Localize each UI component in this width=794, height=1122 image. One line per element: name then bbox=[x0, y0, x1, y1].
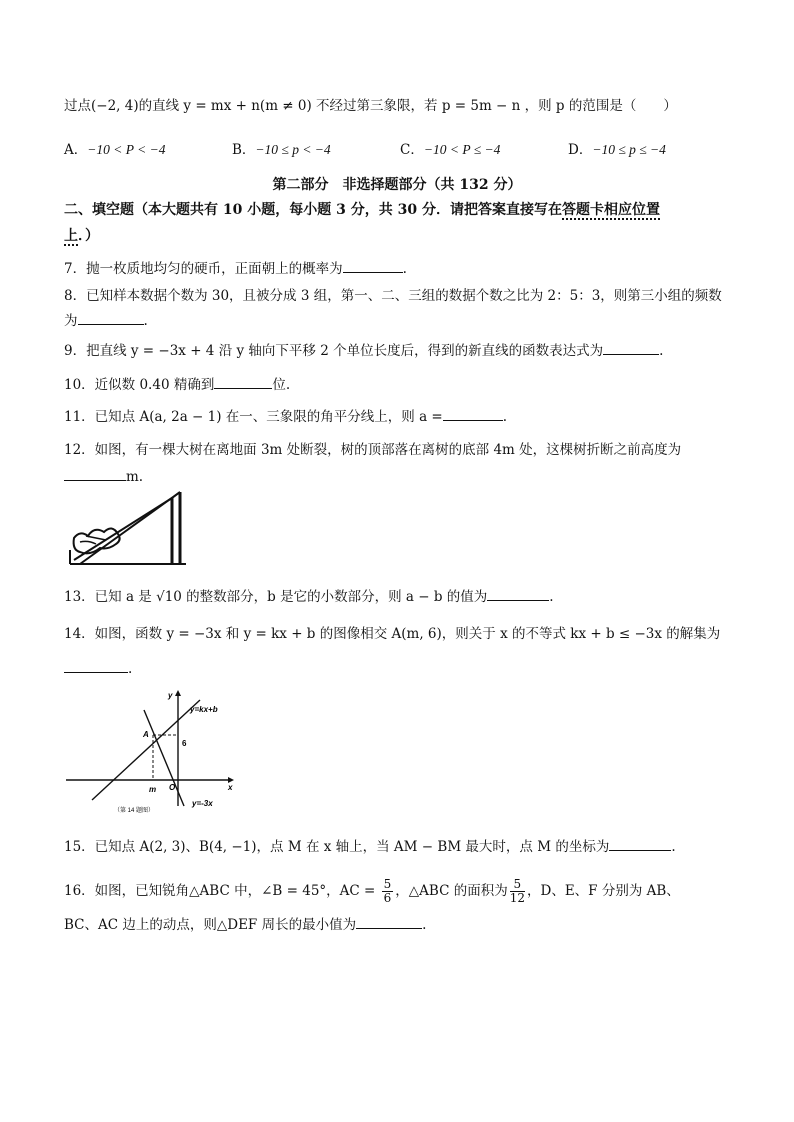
question-15 bbox=[64, 836, 734, 857]
option-c-value: −10 < P ≤ −4 bbox=[423, 142, 501, 157]
answer-blank-13[interactable] bbox=[487, 586, 549, 601]
question-12-line2 bbox=[64, 466, 734, 487]
option-c-label: C． bbox=[400, 142, 424, 158]
question-14-line2 bbox=[64, 658, 734, 679]
label-m: m bbox=[149, 785, 157, 794]
question-14-end: . bbox=[128, 661, 133, 677]
question-7-text: 7．抛一枚质地均匀的硬币，正面朝上的概率为 bbox=[64, 261, 343, 277]
option-b-label: B． bbox=[232, 142, 256, 158]
question-7 bbox=[64, 258, 734, 279]
part2-heading-emphasis-2: 上 bbox=[64, 228, 78, 244]
answer-blank-12[interactable] bbox=[64, 466, 126, 481]
question-13-end: . bbox=[549, 589, 554, 605]
question-7-end: . bbox=[402, 261, 407, 277]
question-10-end: 位. bbox=[272, 377, 291, 393]
option-d[interactable] bbox=[568, 138, 666, 158]
question-9 bbox=[64, 340, 734, 361]
label-minus-3x: y=-3x bbox=[192, 799, 213, 808]
figure-14-caption: （第 14 题图） bbox=[114, 808, 155, 814]
part2-heading-text: 二、填空题（本大题共有 10 小题，每小题 3 分，共 30 分．请把答案直接写在 bbox=[64, 202, 562, 218]
label-x-axis: x bbox=[228, 783, 233, 792]
fraction-area-numerator: 5 bbox=[510, 878, 525, 892]
fraction-ac-numerator: 5 bbox=[383, 877, 392, 891]
option-a-value: −10 < P < −4 bbox=[87, 142, 166, 157]
question-16-text-c: ，D、E、F 分别为 AB、 bbox=[527, 883, 680, 899]
part2-heading-emphasis: 答题卡相应位置 bbox=[561, 202, 660, 218]
y-axis-arrow-icon bbox=[175, 690, 181, 696]
option-c[interactable] bbox=[400, 138, 500, 158]
question-6 bbox=[64, 96, 734, 116]
fraction-area-denominator: 12 bbox=[509, 891, 525, 905]
part2-heading-end: ．） bbox=[78, 228, 99, 244]
answer-blank-7[interactable] bbox=[343, 258, 403, 273]
option-d-value: −10 ≤ p ≤ −4 bbox=[592, 142, 666, 157]
question-8-end: . bbox=[143, 313, 148, 329]
fallen-trunk-upper bbox=[80, 492, 180, 564]
fraction-area bbox=[510, 878, 525, 905]
part2-heading bbox=[64, 198, 734, 222]
answer-blank-8[interactable] bbox=[78, 310, 144, 325]
label-y-axis: y bbox=[168, 691, 173, 700]
question-14-text: 14．如图，函数 y = −3x 和 y = kx + b 的图像相交 A(m, 6)，则关于 x 的不等式 kx + b ≤ −3x 的解集为 bbox=[64, 626, 721, 642]
question-8-text-2: 为 bbox=[64, 313, 78, 329]
part2-title: 第二部分 非选择题部分（共 132 分） bbox=[272, 177, 522, 193]
option-d-label: D． bbox=[568, 142, 593, 158]
question-14 bbox=[64, 624, 734, 644]
question-15-end: . bbox=[671, 839, 676, 855]
question-6-options bbox=[64, 138, 734, 160]
question-16-text-2: BC、AC 边上的动点，则△DEF 周长的最小值为 bbox=[64, 917, 357, 933]
option-a[interactable] bbox=[64, 138, 165, 158]
question-8-line2 bbox=[64, 310, 734, 331]
question-10-text: 10．近似数 0.40 精确到 bbox=[64, 377, 215, 393]
question-8-text: 8．已知样本数据个数为 30，且被分成 3 组，第一、二、三组的数据个数之比为 2：5：3，则第三小组的频数 bbox=[64, 288, 722, 304]
label-six: 6 bbox=[182, 739, 187, 748]
answer-blank-11[interactable] bbox=[443, 406, 503, 421]
question-6-text: 过点(−2, 4)的直线 y = mx + n(m ≠ 0) 不经过第三象限，若 p = 5m − n ，则 p 的范围是（ ） bbox=[64, 98, 677, 114]
question-13-text: 13．已知 a 是 √10 的整数部分，b 是它的小数部分，则 a − b 的值为 bbox=[64, 589, 488, 605]
function-graph-14 bbox=[64, 688, 250, 816]
part2-heading-line2 bbox=[64, 224, 734, 248]
question-11-end: . bbox=[502, 409, 508, 425]
answer-blank-10[interactable] bbox=[214, 374, 272, 389]
question-10 bbox=[64, 374, 734, 395]
question-12 bbox=[64, 440, 734, 460]
answer-blank-9[interactable] bbox=[603, 340, 659, 355]
question-16 bbox=[64, 878, 734, 905]
fraction-ac-denominator: 6 bbox=[383, 891, 392, 905]
answer-blank-15[interactable] bbox=[609, 836, 671, 851]
question-16-text-b: ，△ABC 的面积为 bbox=[395, 883, 508, 899]
question-12-end: m. bbox=[126, 469, 144, 485]
question-9-text: 9．把直线 y = −3x + 4 沿 y 轴向下平移 2 个单位长度后，得到的新直线的函数表达式为 bbox=[64, 343, 604, 359]
question-8 bbox=[64, 286, 734, 306]
question-16-text-a: 16．如图，已知锐角△ABC 中，∠B = 45°，AC = bbox=[64, 883, 380, 899]
fraction-ac bbox=[382, 878, 394, 905]
question-13 bbox=[64, 586, 734, 607]
option-a-label: A． bbox=[64, 142, 88, 158]
question-11 bbox=[64, 406, 734, 427]
label-point-a: A bbox=[143, 730, 149, 739]
label-kx-plus-b: y=kx+b bbox=[190, 705, 218, 714]
label-origin: O bbox=[169, 783, 176, 792]
broken-tree-figure bbox=[66, 490, 190, 568]
question-15-text: 15．已知点 A(2, 3)、B(4, −1)，点 M 在 x 轴上，当 AM − BM 最大时，点 M 的坐标为 bbox=[64, 839, 610, 855]
question-12-text: 12．如图，有一棵大树在离地面 3m 处断裂，树的顶部落在离树的底部 4m 处，这棵树折断之前高度为 bbox=[64, 442, 682, 458]
question-9-end: . bbox=[659, 343, 664, 359]
answer-blank-14[interactable] bbox=[64, 658, 128, 673]
answer-blank-16[interactable] bbox=[356, 914, 422, 929]
question-16-line2 bbox=[64, 914, 734, 935]
option-b[interactable] bbox=[232, 138, 331, 158]
option-b-value: −10 ≤ p < −4 bbox=[255, 142, 331, 157]
question-16-end: . bbox=[422, 917, 427, 933]
question-11-text: 11．已知点 A(a, 2a − 1) 在一、三象限的角平分线上，则 a = bbox=[64, 409, 443, 425]
